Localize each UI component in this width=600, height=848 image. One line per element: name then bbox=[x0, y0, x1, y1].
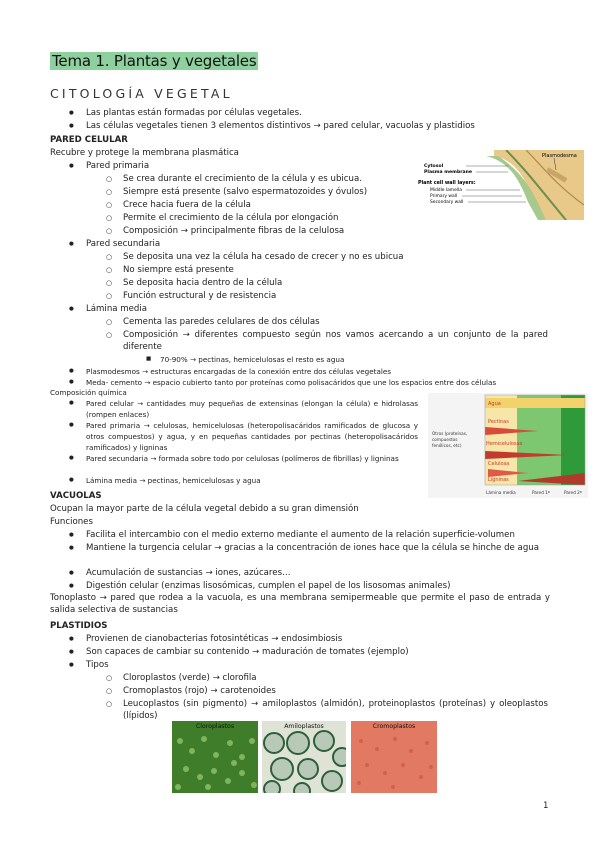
pectinas-label: Pectinas bbox=[488, 419, 509, 425]
lamina-media-axis-label: Lámina media bbox=[486, 490, 516, 495]
list-item: ● Mantiene la turgencia celular → gracias a la concentración de iones hace que la célula se hinche de agua bbox=[86, 542, 548, 554]
list-item: ○ Leucoplastos (sin pigmento) → amiloplastos (almidón), proteinoplastos (proteínas) y oleoplastos (lípidos) bbox=[123, 698, 548, 722]
list-item: ○ Cloroplastos (verde) → clorofila bbox=[123, 672, 257, 684]
list-item: ○ Cromoplastos (rojo) → carotenoides bbox=[123, 685, 276, 697]
list-item: ○ Composición → diferentes compuesto según nos vamos acercando a un conjunto de la pared diferente bbox=[123, 329, 548, 353]
list-item: ● Lámina media bbox=[86, 303, 147, 315]
chromoplast-photo bbox=[351, 721, 437, 793]
list-item: ○ Permite el crecimiento de la célula por elongación bbox=[123, 212, 338, 224]
list-item: ● Facilita el intercambio con el medio externo mediante el aumento de la relación superficie-volumen bbox=[86, 529, 515, 541]
list-item: ● Pared celular → cantidades muy pequeñas de extensinas (elongan la célula) e hidrolasas (rompen enlaces) bbox=[86, 398, 418, 420]
ligninas-label: Ligninas bbox=[488, 477, 509, 483]
paragraph: Ocupan la mayor parte de la célula vegetal debido a su gran dimensión bbox=[50, 504, 359, 514]
secondary-wall-label: Secondary wall bbox=[430, 200, 464, 205]
page-title: Tema 1. Plantas y vegetales bbox=[52, 52, 257, 70]
chloroplast-caption: Cloroplastos bbox=[195, 723, 235, 730]
list-item: ● Son capaces de cambiar su contenido → maduración de tomates (ejemplo) bbox=[86, 646, 409, 658]
amyloplast-photo bbox=[262, 721, 346, 793]
list-item: ● Pared primaria → celulosas, hemicelulosas (heteropolisacáridos ramificados de glucosa y otros compuestos) y agua, y en pequeñas cantidades por pectinas (heteropolisacáridos ramificados) y ligninas bbox=[86, 420, 418, 453]
page-number: 1 bbox=[543, 801, 549, 811]
otros-label: fenólicos, etc) bbox=[432, 443, 462, 448]
list-item: ○ Cementa las paredes celulares de dos células bbox=[123, 316, 320, 328]
list-item: ● Las células vegetales tienen 3 elementos distintivos → pared celular, vacuolas y plastidios bbox=[86, 120, 475, 132]
list-item: ● Plasmodesmos → estructuras encargadas de la conexión entre dos células vegetales bbox=[86, 366, 391, 377]
list-item: ○ Se deposita hacia dentro de la célula bbox=[123, 277, 282, 289]
list-item: ○ No siempre está presente bbox=[123, 264, 234, 276]
chloroplast-photo bbox=[172, 721, 258, 793]
plasma-membrane-label: Plasma membrane bbox=[424, 170, 472, 175]
section-subtitle: CITOLOGÍA VEGETAL bbox=[50, 86, 233, 101]
subheading: Funciones bbox=[50, 517, 93, 527]
chromoplast-caption: Cromoplastos bbox=[372, 723, 416, 730]
celulosa-label: Celulosa bbox=[488, 461, 510, 467]
subheading: Composición química bbox=[50, 388, 127, 397]
wall-composition-diagram bbox=[428, 393, 588, 498]
pared1-axis-label: Pared 1ª bbox=[532, 490, 550, 495]
list-item: ● Pared secundaria bbox=[86, 238, 160, 250]
list-item: ○ Se crea durante el crecimiento de la célula y es ubicua. bbox=[123, 173, 362, 185]
list-item: ○ Siempre está presente (salvo espermatozoides y óvulos) bbox=[123, 186, 367, 198]
section-heading-pared: PARED CELULAR bbox=[50, 135, 128, 145]
paragraph-tonoplasto: Tonoplasto → pared que rodea a la vacuola, es una membrana semipermeable que permite el paso de entrada y salida selectiva de sustancias bbox=[50, 593, 550, 615]
list-item: ○ Composición → principalmente fibras de la celulosa bbox=[123, 225, 344, 237]
list-item: ● Tipos bbox=[86, 659, 109, 671]
list-item: ● Acumulación de sustancias → iones, azúcares… bbox=[86, 567, 291, 579]
agua-label: Agua bbox=[488, 401, 501, 407]
section-heading-plastidios: PLASTIDIOS bbox=[50, 621, 108, 631]
pared2-axis-label: Pared 2ª bbox=[564, 490, 582, 495]
cytosol-label: Cytosol bbox=[424, 164, 444, 169]
list-item: ○ Se deposita una vez la célula ha cesado de crecer y no es ubicua bbox=[123, 251, 404, 263]
paragraph: Recubre y protege la membrana plasmática bbox=[50, 148, 239, 158]
layers-title: Plant cell wall layers: bbox=[418, 181, 476, 186]
section-heading-vacuolas: VACUOLAS bbox=[50, 491, 102, 501]
list-item: ● Lámina media → pectinas, hemicelulosas y agua bbox=[86, 475, 261, 486]
list-item: ● Provienen de cianobacterias fotosintéticas → endosimbiosis bbox=[86, 633, 342, 645]
amyloplast-caption: Amiloplastos bbox=[284, 723, 324, 730]
otros-label: compuestos bbox=[432, 437, 458, 442]
plasmodesma-label: Plasmodesma bbox=[542, 153, 577, 159]
otros-label: Otros (proteínas, bbox=[432, 431, 468, 436]
list-item: ● Digestión celular (enzimas lisosómicas, cumplen el papel de los lisosomas animales) bbox=[86, 580, 450, 592]
cell-wall-diagram bbox=[416, 150, 584, 220]
list-item: ○ Crece hacia fuera de la célula bbox=[123, 199, 251, 211]
list-item: ○ Función estructural y de resistencia bbox=[123, 290, 276, 302]
list-item: ● Las plantas están formadas por células vegetales. bbox=[86, 107, 302, 119]
hemicelulosas-label: Hemicelulosas bbox=[486, 441, 523, 447]
middle-lamella-label: Middle lamella bbox=[430, 188, 462, 193]
list-item: ● Meda- cemento → espacio cubierto tanto por proteínas como polisacáridos que une los espacios entre dos células bbox=[86, 377, 496, 388]
primary-wall-label: Primary wall bbox=[430, 194, 458, 199]
list-item: ● Pared secundaria → formada sobre todo por celulosas (polímeros de fibrillas) y ligninas bbox=[86, 453, 418, 464]
list-item: ● Pared primaria bbox=[86, 160, 149, 172]
list-item: ■ 70-90% → pectinas, hemicelulosas el resto es agua bbox=[160, 354, 344, 365]
